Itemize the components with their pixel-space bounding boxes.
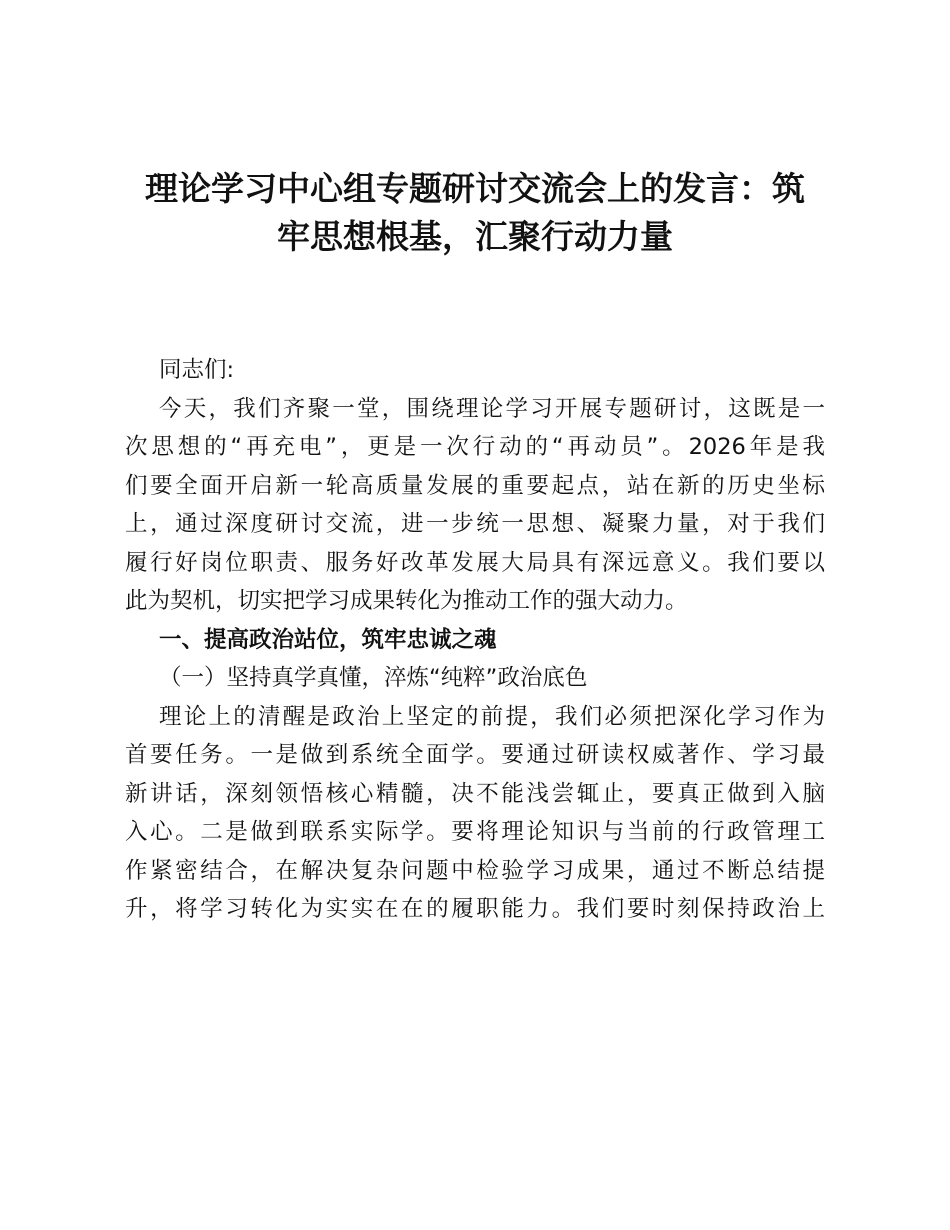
paragraph-line: 们要全面开启新一轮高质量发展的重要起点，站在新的历史坐标 (125, 472, 825, 499)
document-body (125, 351, 825, 929)
intro-paragraph (125, 390, 825, 621)
paragraph-line: 升，将学习转化为实实在在的履职能力。我们要时刻保持政治上 (125, 896, 825, 922)
subsection-heading: （一）坚持真学真懂，淬炼“纯粹”政治底色 (159, 665, 588, 691)
title-line-1: 理论学习中心组专题研讨交流会上的发言：筑 (145, 169, 805, 208)
paragraph-line: 新讲话，深刻领悟核心精髓，决不能浅尝辄止，要真正做到入脑 (125, 780, 825, 807)
section-heading: 一、提高政治站位，筑牢忠诚之魂 (159, 626, 497, 653)
document-title (125, 165, 825, 261)
paragraph-line: 履行好岗位职责、服务好改革发展大局具有深远意义。我们要以 (125, 549, 825, 576)
body-paragraph (125, 698, 825, 929)
paragraph-line: 理论上的清醒是政治上坚定的前提，我们必须把深化学习作为 (159, 703, 825, 730)
paragraph-line: 入心。二是做到联系实际学。要将理论知识与当前的行政管理工 (125, 819, 825, 845)
paragraph-line: 今天，我们齐聚一堂，围绕理论学习开展专题研讨，这既是一 (159, 395, 825, 422)
title-line-2: 牢思想根基，汇聚行动力量 (277, 217, 673, 256)
paragraph-line: 上，通过深度研讨交流，进一步统一思想、凝聚力量，对于我们 (125, 511, 825, 537)
paragraph-line: 首要任务。一是做到系统全面学。要通过研读权威著作、学习最 (125, 742, 825, 768)
salutation: 同志们: (159, 357, 235, 383)
paragraph-line: 作紧密结合，在解决复杂问题中检验学习成果，通过不断总结提 (125, 857, 825, 884)
paragraph-line: 次思想的“再充电”，更是一次行动的“再动员”。2026年是我 (125, 434, 825, 460)
paragraph-line: 此为契机，切实把学习成果转化为推动工作的强大动力。 (125, 588, 688, 614)
